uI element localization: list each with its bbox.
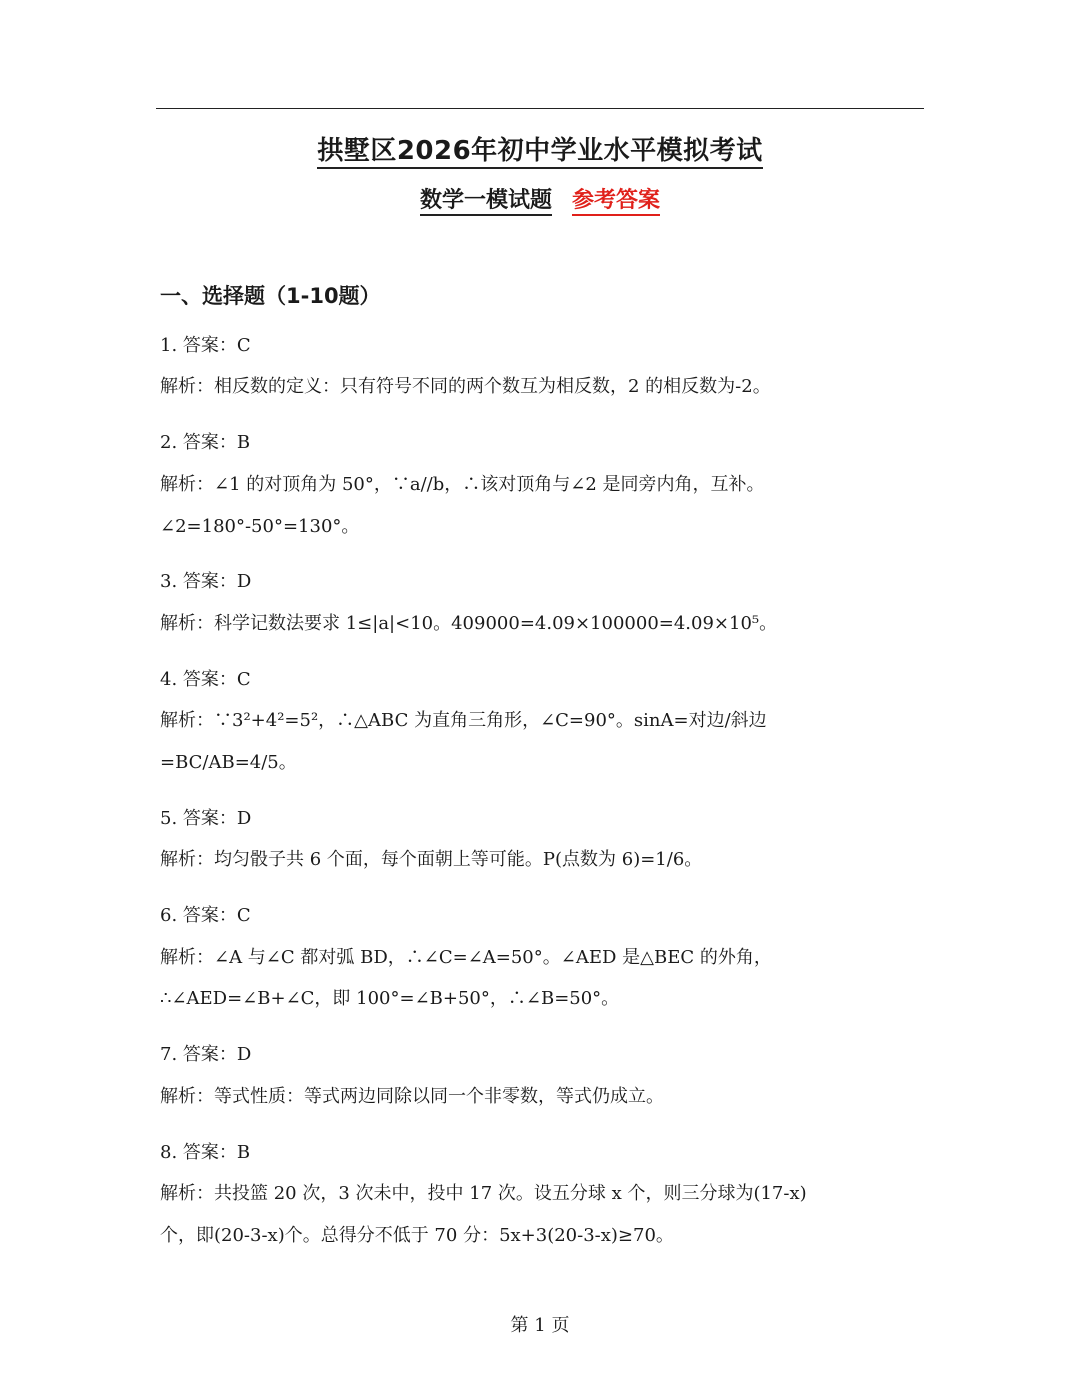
question-6-analysis: 解析：∠A 与∠C 都对弧 BD，∴∠C=∠A=50°。∠AED 是△BEC 的外角， bbox=[160, 947, 772, 968]
question-7-analysis: 解析：等式性质：等式两边同除以同一个非零数，等式仍成立。 bbox=[160, 1086, 664, 1107]
header-rule bbox=[156, 108, 924, 109]
question-1-analysis: 解析：相反数的定义：只有符号不同的两个数互为相反数，2 的相反数为-2。 bbox=[160, 376, 771, 397]
question-3-answer: 3. 答案：D bbox=[160, 571, 252, 592]
question-6-answer: 6. 答案：C bbox=[160, 905, 251, 926]
subtitle-text: 数学一模试题 bbox=[420, 188, 552, 216]
question-7-answer: 7. 答案：D bbox=[160, 1044, 252, 1065]
page-subtitle bbox=[0, 185, 1080, 217]
question-2-analysis: 解析：∠1 的对顶角为 50°，∵a//b，∴该对顶角与∠2 是同旁内角，互补。 bbox=[160, 474, 765, 495]
question-8-analysis-cont: 个，即(20-3-x)个。总得分不低于 70 分：5x+3(20-3-x)≥70。 bbox=[160, 1225, 674, 1246]
question-4-analysis: 解析：∵3²+4²=5²，∴△ABC 为直角三角形，∠C=90°。sinA=对边/斜边 bbox=[160, 710, 767, 731]
page-number: 第 1 页 bbox=[510, 1315, 570, 1336]
question-6-analysis-cont: ∴∠AED=∠B+∠C，即 100°=∠B+50°，∴∠B=50°。 bbox=[160, 988, 620, 1009]
answer-key-label: 参考答案 bbox=[572, 188, 660, 216]
question-4-answer: 4. 答案：C bbox=[160, 669, 251, 690]
page-title bbox=[0, 133, 1080, 169]
question-5-analysis: 解析：均匀骰子共 6 个面，每个面朝上等可能。P(点数为 6)=1/6。 bbox=[160, 849, 703, 870]
question-2-answer: 2. 答案：B bbox=[160, 432, 251, 453]
question-8-answer: 8. 答案：B bbox=[160, 1142, 251, 1163]
question-2-analysis-cont: ∠2=180°-50°=130°。 bbox=[160, 516, 360, 537]
question-4-analysis-cont: =BC/AB=4/5。 bbox=[160, 752, 297, 773]
question-5-answer: 5. 答案：D bbox=[160, 808, 252, 829]
page-title-text: 拱墅区2026年初中学业水平模拟考试 bbox=[317, 136, 762, 169]
section-heading: 一、选择题（1-10题） bbox=[160, 284, 381, 308]
question-1-answer: 1. 答案：C bbox=[160, 335, 251, 356]
question-8-analysis: 解析：共投篮 20 次，3 次未中，投中 17 次。设五分球 x 个，则三分球为(17-x) bbox=[160, 1183, 807, 1204]
question-3-analysis: 解析：科学记数法要求 1≤|a|<10。409000=4.09×100000=4.09×10⁵。 bbox=[160, 613, 778, 634]
